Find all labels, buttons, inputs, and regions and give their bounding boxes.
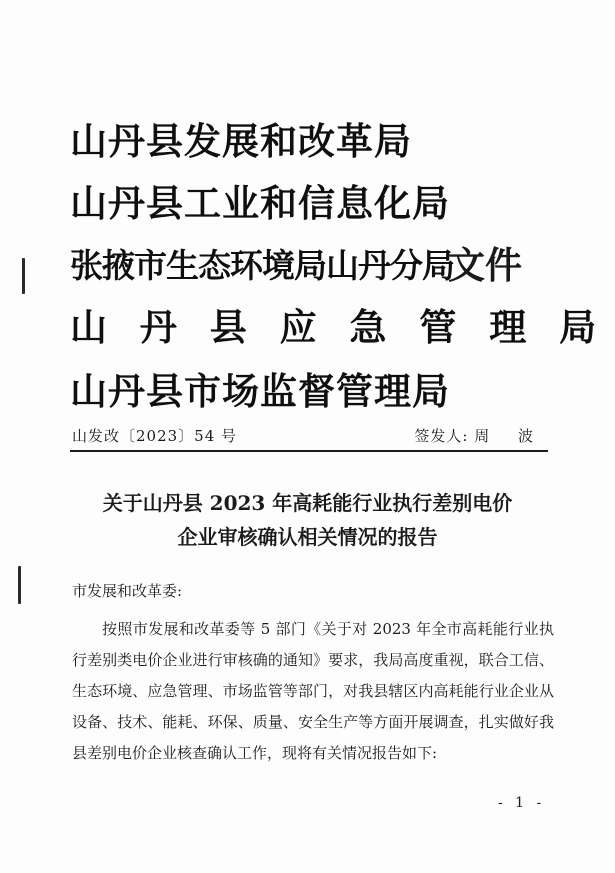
page-number: - 1 -	[498, 795, 546, 811]
agency-name: 山丹县工业和信息化局	[70, 182, 450, 225]
document-type-label: 文件	[448, 244, 522, 287]
header-divider	[70, 450, 548, 452]
agency-name: 张掖市生态环境局山丹分局	[70, 246, 454, 285]
report-title-line-2: 企业审核确认相关情况的报告	[177, 525, 438, 549]
issuer-label: 签发人:	[414, 427, 469, 445]
agency-name: 山丹县发展和改革局	[70, 120, 412, 163]
body-paragraph: 按照市发展和改革委等 5 部门《关于对 2023 年全市高耗能行业执行差别类电价企业进行审核确的通知》要求，我局高度重视，联合工信、生态环境、应急管理、市场监管等部门，对我县辖区内高耗能行业企业从设备、技术、能耗、环保、质量、安全生产等方面开展调查，扎实做好我县差别电价企业核查确认工作，现将有关情况报告如下:	[72, 620, 554, 762]
binding-mark-bottom	[18, 566, 21, 604]
salutation: 市发展和改革委:	[72, 582, 183, 600]
agency-name: 山 丹 县 应 急 管 理 局	[70, 306, 607, 349]
report-title-line-1: 关于山丹县 2023 年高耗能行业执行差别电价	[102, 491, 513, 515]
document-number: 山发改〔2023〕54 号	[72, 427, 238, 445]
issuer	[414, 425, 545, 446]
agency-name: 山丹县市场监督管理局	[70, 370, 450, 413]
issuer-name: 周 波	[474, 427, 545, 445]
binding-mark-top	[22, 258, 25, 294]
